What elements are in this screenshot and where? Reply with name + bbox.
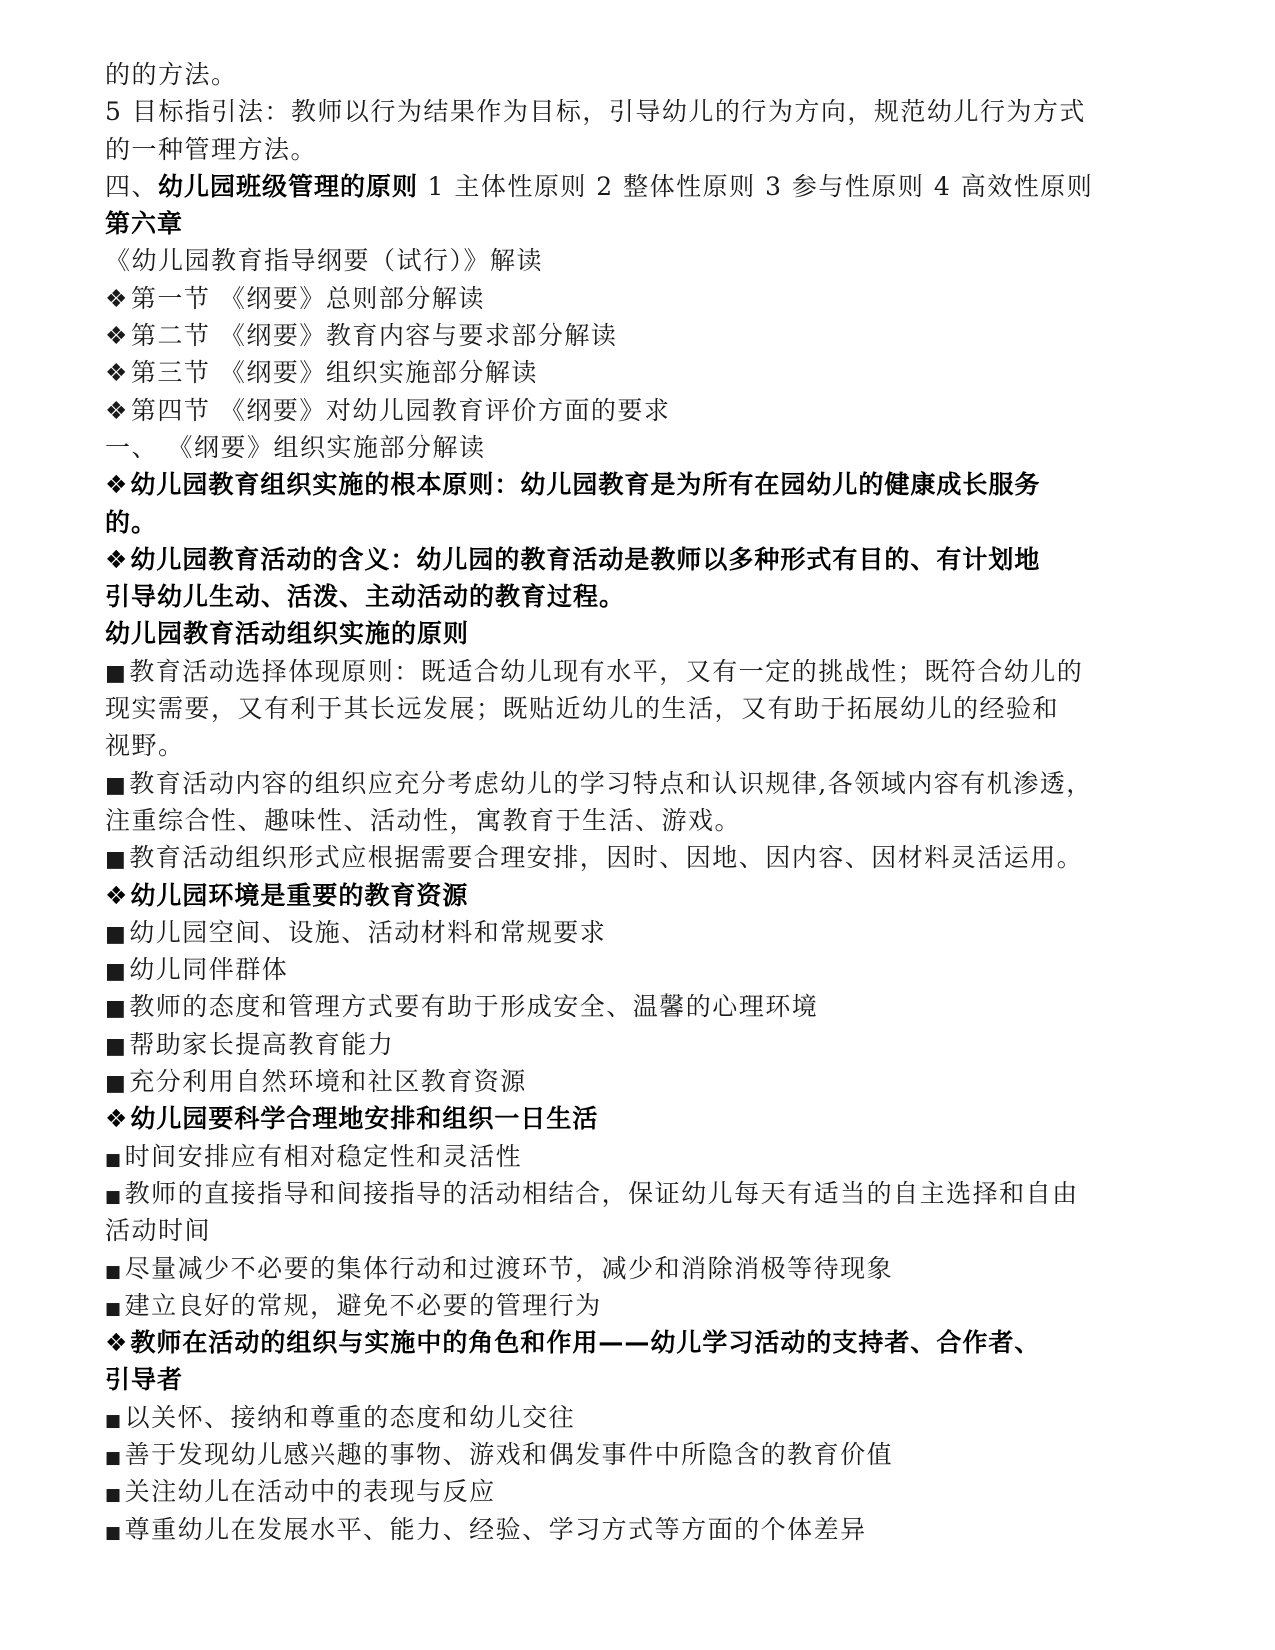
diamond-bullet-icon: ❖ xyxy=(105,358,129,388)
key-point-continued: 的。 xyxy=(105,507,158,537)
diamond-bullet-icon: ❖ xyxy=(105,1328,129,1358)
list-item-text: 教师的直接指导和间接指导的活动相结合，保证幼儿每天有适当的自主选择和自由 xyxy=(124,1178,1079,1208)
list-item-text: 教育活动组织形式应根据需要合理安排，因时、因地、因内容、因材料灵活运用。 xyxy=(129,843,1084,873)
list-item-text: 教育活动内容的组织应充分考虑幼儿的学习特点和认识规律,各领域内容有机渗透， xyxy=(129,768,1093,798)
square-bullet-icon: ■ xyxy=(105,1298,123,1319)
key-point-text: 幼儿园环境是重要的教育资源 xyxy=(130,880,469,910)
square-bullet-icon: ■ xyxy=(105,996,128,1022)
list-item-text: 尽量减少不必要的集体行动和过渡环节，减少和消除消极等待现象 xyxy=(124,1253,894,1283)
principles-line xyxy=(105,168,1175,205)
square-bullet-icon: ■ xyxy=(105,847,128,873)
list-item-text: 关注幼儿在活动中的表现与反应 xyxy=(124,1477,496,1507)
key-point xyxy=(105,877,1175,914)
list-item xyxy=(105,1138,1175,1175)
square-bullet-icon: ■ xyxy=(105,1071,128,1097)
square-bullet-icon: ■ xyxy=(105,1033,128,1059)
principles-list: 1 主体性原则 2 整体性原则 3 参与性原则 4 高效性原则 xyxy=(418,171,1094,201)
diamond-bullet-icon: ❖ xyxy=(105,283,129,313)
text-line: 的的方法。 xyxy=(105,60,238,89)
diamond-bullet-icon: ❖ xyxy=(105,880,129,910)
list-item-text: 尊重幼儿在发展水平、能力、经验、学习方式等方面的个体差异 xyxy=(124,1514,867,1544)
square-bullet-icon: ■ xyxy=(105,959,128,985)
text-line: 5 目标指引法：教师以行为结果作为目标，引导幼儿的行为方向，规范幼儿行为方式 xyxy=(105,97,1086,127)
subheading: 幼儿园教育活动组织实施的原则 xyxy=(105,619,470,649)
key-point-text: 幼儿园教育组织实施的根本原则：幼儿园教育是为所有在园幼儿的健康成长服务 xyxy=(130,470,1041,500)
key-point-text: 教师在活动的组织与实施中的角色和作用——幼儿学习活动的支持者、合作者、 xyxy=(130,1328,1041,1358)
square-bullet-icon: ■ xyxy=(105,772,128,798)
section-list-item xyxy=(105,392,1175,429)
list-item-text: 幼儿园空间、设施、活动材料和常规要求 xyxy=(129,917,607,947)
diamond-bullet-icon: ❖ xyxy=(105,321,129,351)
list-item-text: 建立良好的常规，避免不必要的管理行为 xyxy=(124,1290,602,1320)
list-item xyxy=(105,1026,1175,1063)
diamond-bullet-icon: ❖ xyxy=(105,544,129,574)
list-item xyxy=(105,653,1175,690)
key-point-continued: 引导者 xyxy=(105,1365,184,1395)
key-point-text: 幼儿园教育活动的含义：幼儿园的教育活动是教师以多种形式有目的、有计划地 xyxy=(130,544,1041,574)
list-item-text: 充分利用自然环境和社区教育资源 xyxy=(129,1067,527,1097)
square-bullet-icon: ■ xyxy=(105,1522,123,1543)
list-item-text: 教师的态度和管理方式要有助于形成安全、温馨的心理环境 xyxy=(129,992,819,1022)
list-item xyxy=(105,1511,1175,1548)
list-item xyxy=(105,1063,1175,1100)
document-page xyxy=(105,56,1175,1548)
list-item xyxy=(105,765,1175,802)
list-item-continued: 现实需要，又有利于其长远发展；既贴近幼儿的生活，又有助于拓展幼儿的经验和 xyxy=(105,694,1060,724)
chapter-title: 《幼儿园教育指导纲要（试行）》解读 xyxy=(105,246,544,276)
section-list-item xyxy=(105,317,1175,354)
list-item-text: 帮助家长提高教育能力 xyxy=(129,1029,395,1059)
square-bullet-icon: ■ xyxy=(105,1410,123,1431)
list-item xyxy=(105,988,1175,1025)
section-label: 第四节 《纲要》对幼儿园教育评价方面的要求 xyxy=(130,395,671,425)
list-item-text: 幼儿同伴群体 xyxy=(129,955,289,985)
section-label: 第一节 《纲要》总则部分解读 xyxy=(130,283,485,313)
list-item xyxy=(105,1175,1175,1212)
diamond-bullet-icon: ❖ xyxy=(105,395,129,425)
key-point xyxy=(105,466,1175,503)
diamond-bullet-icon: ❖ xyxy=(105,1104,129,1134)
section-label: 第三节 《纲要》组织实施部分解读 xyxy=(130,358,538,388)
key-point-text: 幼儿园要科学合理地安排和组织一日生活 xyxy=(130,1104,599,1134)
chapter-heading: 第六章 xyxy=(105,209,184,239)
list-item xyxy=(105,1436,1175,1473)
list-item xyxy=(105,1287,1175,1324)
key-point xyxy=(105,1324,1175,1361)
list-item-text: 时间安排应有相对稳定性和灵活性 xyxy=(124,1141,523,1171)
section-heading: 幼儿园班级管理的原则 xyxy=(158,171,419,201)
square-bullet-icon: ■ xyxy=(105,1485,123,1506)
section-list-item xyxy=(105,354,1175,391)
list-item-continued: 活动时间 xyxy=(105,1216,212,1246)
section-label: 第二节 《纲要》教育内容与要求部分解读 xyxy=(130,321,618,351)
square-bullet-icon: ■ xyxy=(105,921,128,947)
square-bullet-icon: ■ xyxy=(105,1447,123,1468)
section-number: 四、 xyxy=(105,171,159,201)
list-item xyxy=(105,914,1175,951)
list-item-continued: 注重综合性、趣味性、活动性，寓教育于生活、游戏。 xyxy=(105,805,742,835)
square-bullet-icon: ■ xyxy=(105,660,128,686)
section-list-item xyxy=(105,280,1175,317)
list-item xyxy=(105,1399,1175,1436)
text-line: 的一种管理方法。 xyxy=(105,134,318,164)
part-heading: 一、 《纲要》组织实施部分解读 xyxy=(105,432,486,462)
square-bullet-icon: ■ xyxy=(105,1149,123,1170)
list-item xyxy=(105,839,1175,876)
list-item xyxy=(105,1250,1175,1287)
list-item-continued: 视野。 xyxy=(105,731,185,761)
square-bullet-icon: ■ xyxy=(105,1261,123,1282)
key-point xyxy=(105,1100,1175,1137)
list-item-text: 教育活动选择体现原则：既适合幼儿现有水平，又有一定的挑战性；既符合幼儿的 xyxy=(129,656,1084,686)
diamond-bullet-icon: ❖ xyxy=(105,470,129,500)
list-item xyxy=(105,1473,1175,1510)
list-item xyxy=(105,951,1175,988)
key-point-continued: 引导幼儿生动、活泼、主动活动的教育过程。 xyxy=(105,582,626,612)
key-point xyxy=(105,541,1175,578)
list-item-text: 以关怀、接纳和尊重的态度和幼儿交往 xyxy=(124,1402,576,1432)
list-item-text: 善于发现幼儿感兴趣的事物、游戏和偶发事件中所隐含的教育价值 xyxy=(124,1439,894,1469)
square-bullet-icon: ■ xyxy=(105,1186,123,1207)
